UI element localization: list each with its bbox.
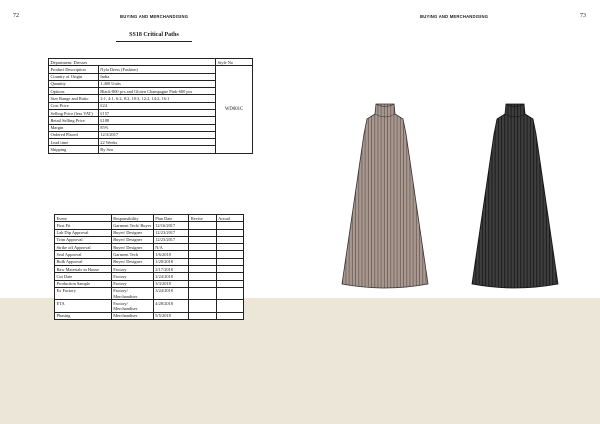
running-head-right: BUYING AND MERCHANDISING: [420, 14, 489, 19]
cp-responsibility: Buyer/ Designer: [111, 236, 153, 243]
spec-label: Product Description: [49, 66, 99, 73]
dress-pink-illustration: [340, 100, 430, 292]
cp-event: Ex Factory: [55, 287, 112, 299]
spec-value: £188: [98, 117, 215, 124]
running-head-left: BUYING AND MERCHANDISING: [120, 14, 189, 19]
spec-label: Margin: [49, 124, 99, 131]
cp-event: Trim Approval: [55, 236, 112, 243]
table-row: [55, 229, 244, 236]
cp-revise: [189, 312, 216, 319]
cp-event: Phasing: [55, 312, 112, 319]
spec-table-body: [49, 59, 253, 154]
spec-value: Nyla Dress (Fashion): [98, 66, 215, 73]
cp-actual: [216, 312, 243, 319]
spec-label: Lead time: [49, 139, 99, 146]
table-row: [55, 222, 244, 229]
spec-value: £24: [98, 102, 215, 109]
cp-actual: [216, 273, 243, 280]
critical-path-table: [54, 214, 244, 320]
cp-actual: [216, 287, 243, 299]
cp-revise: [189, 280, 216, 287]
spec-label: Cost Price: [49, 102, 99, 109]
cp-event: Lab Dip Approval: [55, 229, 112, 236]
cp-event: Cut Date: [55, 273, 112, 280]
spec-value: Black-800 pcs and Gloten Champagne Pink-600 pcs: [98, 88, 215, 95]
header-responsibility: Responsibility: [111, 215, 153, 222]
cp-actual: [216, 258, 243, 265]
cp-actual: [216, 280, 243, 287]
cp-revise: [189, 251, 216, 258]
cp-revise: [189, 222, 216, 229]
cp-plan-date: N/A: [153, 244, 189, 251]
spec-header-row: [49, 59, 253, 66]
cp-plan-date: 12/23/2017: [153, 236, 189, 243]
table-row: [55, 312, 244, 319]
cp-plan-date: 5/5/2018: [153, 312, 189, 319]
table-row: [55, 251, 244, 258]
cp-event: Raw Materials in House: [55, 265, 112, 272]
spec-label: Options: [49, 88, 99, 95]
critical-path-body: [55, 222, 244, 320]
table-row: [55, 280, 244, 287]
cp-plan-date: 1/20/2018: [153, 258, 189, 265]
cp-revise: [189, 300, 216, 312]
cp-revise: [189, 273, 216, 280]
page-number-left: 72: [13, 13, 19, 19]
cp-plan-date: 1/6/2018: [153, 251, 189, 258]
cp-plan-date: 2/17/2018: [153, 265, 189, 272]
cp-actual: [216, 222, 243, 229]
cp-event: Bulk Approval: [55, 258, 112, 265]
table-row: [55, 287, 244, 299]
spec-label: Retail Selling Price: [49, 117, 99, 124]
spec-value: £157: [98, 109, 215, 116]
spec-value: 1,400 Units: [98, 80, 215, 87]
table-row: [55, 300, 244, 312]
cp-plan-date: 3/3/2018: [153, 280, 189, 287]
cp-plan-date: 4/28/2018: [153, 300, 189, 312]
spec-table: [48, 58, 253, 154]
spec-value: 12/3/2017: [98, 131, 215, 138]
header-event: Event: [55, 215, 112, 222]
spec-value: 22 Weeks: [98, 139, 215, 146]
spec-value: 2:1, 4:1, 6:2, 8:2, 10:3, 12:2, 14:2, 16:1: [98, 95, 215, 102]
header-plan-date: Plan Date: [153, 215, 189, 222]
table-row: [55, 258, 244, 265]
cp-responsibility: Factory: [111, 265, 153, 272]
header-actual: Actual: [216, 215, 243, 222]
table-row: [55, 236, 244, 243]
cp-event: Production Sample: [55, 280, 112, 287]
spec-row: [49, 66, 253, 73]
cp-responsibility: Buyer/ Designer: [111, 258, 153, 265]
spec-label: Ordered Placed: [49, 131, 99, 138]
spec-value: By Sea: [98, 146, 215, 153]
cp-plan-date: 3/24/2018: [153, 287, 189, 299]
cp-revise: [189, 265, 216, 272]
cp-actual: [216, 251, 243, 258]
spec-label: Size Range and Ratio: [49, 95, 99, 102]
cp-event: First Fit: [55, 222, 112, 229]
style-no-value: WD001C: [216, 66, 253, 153]
cp-plan-date: 2/24/2018: [153, 273, 189, 280]
cp-plan-date: 12/16/2017: [153, 222, 189, 229]
style-no-header: Style No: [216, 59, 253, 66]
cp-event: Strike off Approval: [55, 244, 112, 251]
cp-actual: [216, 265, 243, 272]
cp-revise: [189, 244, 216, 251]
page-number-right: 73: [580, 13, 586, 19]
dress-black-illustration: [470, 100, 560, 292]
spec-value: India: [98, 73, 215, 80]
cp-responsibility: Buyer/ Designer: [111, 244, 153, 251]
cp-responsibility: Factory: [111, 280, 153, 287]
spec-value: 85%: [98, 124, 215, 131]
cp-responsibility: Garment Tech: [111, 251, 153, 258]
critical-path-header-row: [55, 215, 244, 222]
header-revise: Revise: [189, 215, 216, 222]
cp-revise: [189, 229, 216, 236]
cp-responsibility: Factory/ Merchandiser: [111, 287, 153, 299]
cp-event: ETA: [55, 300, 112, 312]
table-row: [55, 265, 244, 272]
cp-revise: [189, 258, 216, 265]
cp-responsibility: Buyer/ Designer: [111, 229, 153, 236]
spec-label: Selling Price (less VAT): [49, 109, 99, 116]
cp-revise: [189, 287, 216, 299]
table-row: [55, 244, 244, 251]
cp-revise: [189, 236, 216, 243]
cp-actual: [216, 244, 243, 251]
cp-responsibility: Factory: [111, 273, 153, 280]
cp-responsibility: Merchandiser: [111, 312, 153, 319]
spec-label: Shipping: [49, 146, 99, 153]
cp-actual: [216, 229, 243, 236]
cp-responsibility: Factory/ Merchandiser: [111, 300, 153, 312]
cp-plan-date: 12/23/2017: [153, 229, 189, 236]
cp-event: Seal Approval: [55, 251, 112, 258]
cp-responsibility: Garment Tech/ Buyer: [111, 222, 153, 229]
spec-label: Country of Origin: [49, 73, 99, 80]
cp-actual: [216, 300, 243, 312]
spec-label: Quantity: [49, 80, 99, 87]
page-title: SS18 Critical Paths: [116, 32, 192, 42]
department-cell: Department: Dresses: [49, 59, 216, 66]
table-row: [55, 273, 244, 280]
cp-actual: [216, 236, 243, 243]
